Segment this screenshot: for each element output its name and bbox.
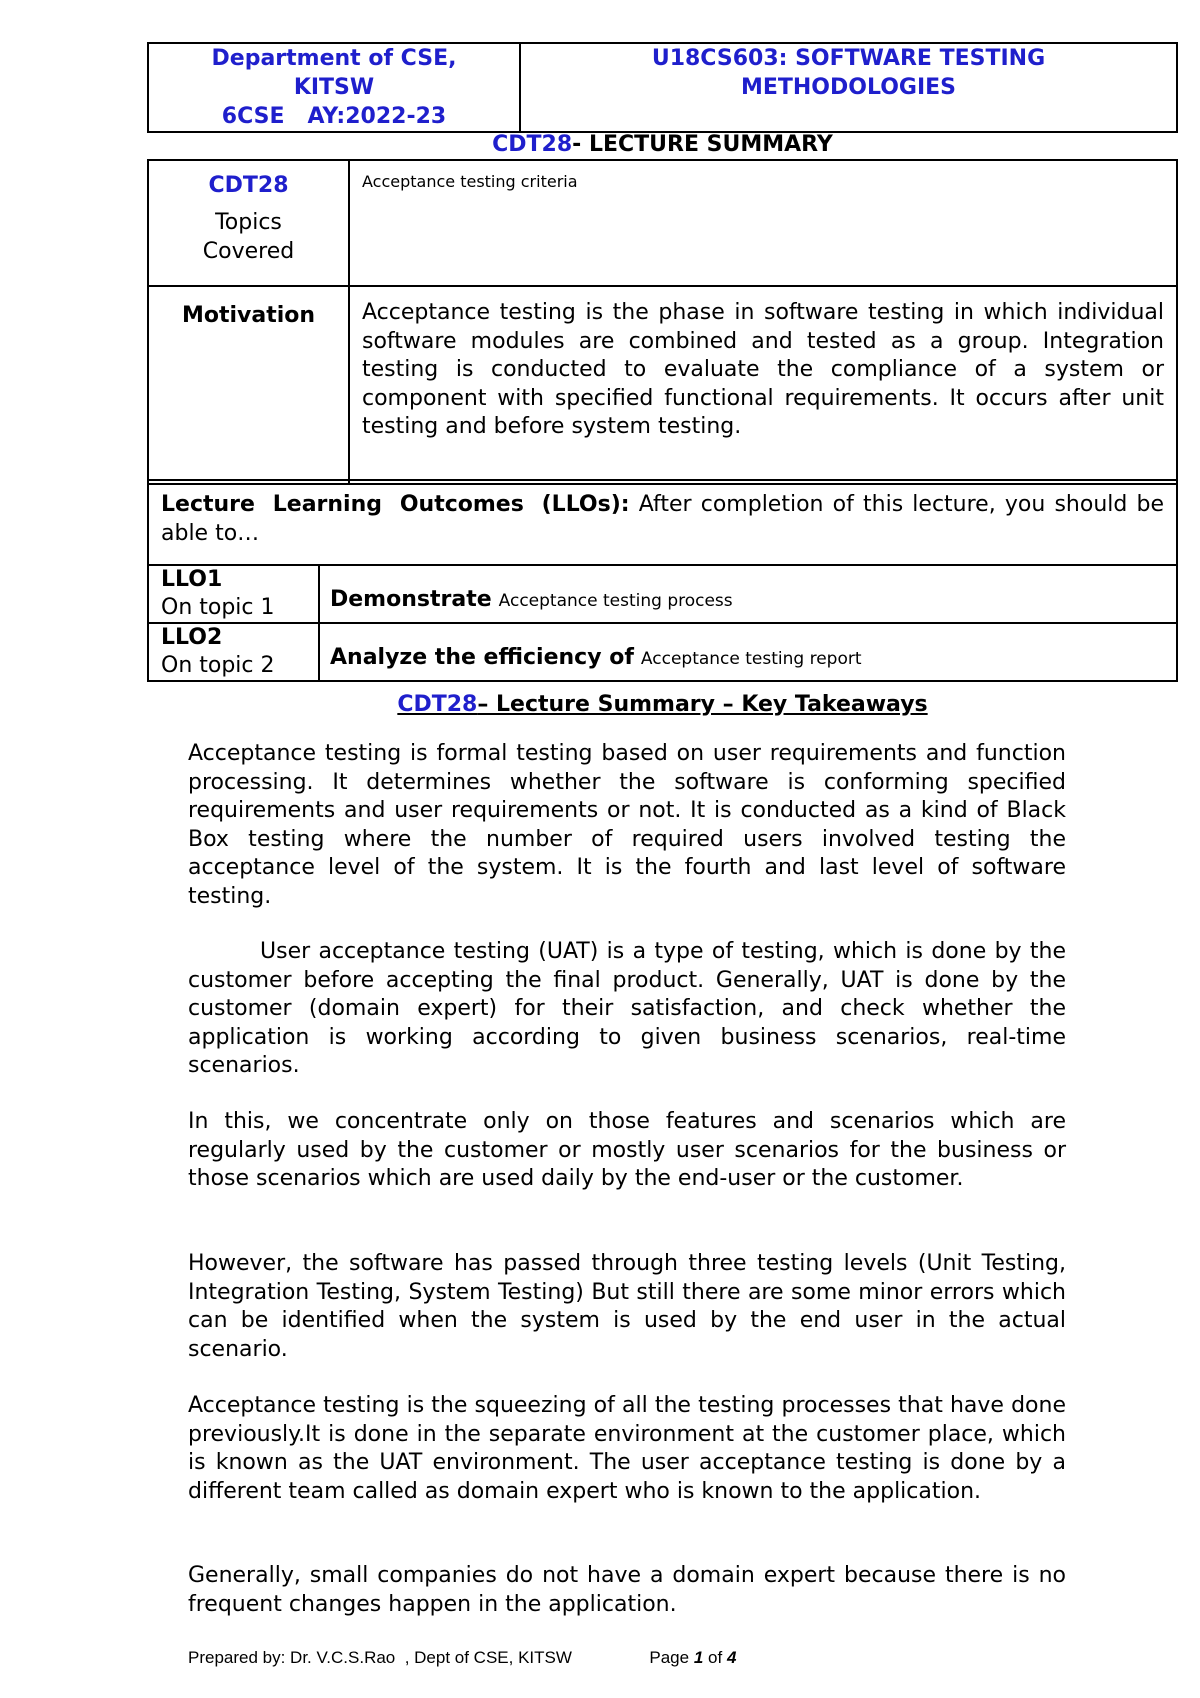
llo2-description-cell xyxy=(319,623,1177,681)
header-table xyxy=(147,42,1178,133)
paragraph-3: In this, we concentrate only on those features and scenarios which are regularly used by the customer or mostly user scenarios for the business or those scenarios which are used daily by the end-user or the customer. xyxy=(188,1109,1066,1191)
llo1-code: LLO1 xyxy=(161,567,223,592)
llo-table xyxy=(147,479,1178,682)
key-takeaways-code: CDT28 xyxy=(397,692,478,717)
page-footer xyxy=(188,1648,736,1668)
paragraph-6: Generally, small companies do not have a domain expert because there is no frequent changes happen in the application. xyxy=(188,1563,1066,1617)
footer-page-total: 4 xyxy=(726,1648,737,1667)
llo2-code-cell xyxy=(148,623,319,681)
llo1-topic: On topic 1 xyxy=(161,595,275,620)
motivation-text: Acceptance testing is the phase in software testing in which individual software modules are combined and tested as a group. Integration testing is conducted to evaluate the compliance of a system or component with specified functional requirements. It occurs after unit testing and before system testing. xyxy=(349,286,1177,484)
paragraph-5: Acceptance testing is the squeezing of all the testing processes that have done previously.It is done in the separate environment at the customer place, which is known as the UAT environment. The user acceptance testing is done by a different team called as domain expert who is known to the application. xyxy=(188,1393,1066,1504)
topics-table xyxy=(147,159,1178,485)
summary-code: CDT28 xyxy=(492,132,573,157)
footer-page-number: 1 xyxy=(693,1648,704,1667)
footer-prepared-by: Prepared by: Dr. V.C.S.Rao , Dept of CSE, KITSW xyxy=(188,1648,572,1667)
motivation-label: Motivation xyxy=(148,286,349,484)
lecture-summary-title xyxy=(147,130,1178,160)
llo1-description: Acceptance testing process xyxy=(498,590,733,611)
paragraph-2: User acceptance testing (UAT) is a type of testing, which is done by the customer before accepting the final product. Generally, UAT is done by the customer (domain expert) for their satisfaction, and check whether the application is working according to given business scenarios, real-time scenarios. xyxy=(188,939,1066,1078)
llo-intro xyxy=(148,480,1177,565)
footer-page-word: Page xyxy=(649,1648,690,1667)
key-takeaways-title xyxy=(147,690,1178,720)
key-takeaways-text: – Lecture Summary – Key Takeaways xyxy=(477,692,928,717)
topics-value: Acceptance testing criteria xyxy=(349,160,1177,286)
dept-line-2: KITSW xyxy=(293,75,375,100)
llo2-verb: Analyze the efficiency of xyxy=(330,644,634,670)
department-cell xyxy=(148,43,520,132)
llo1-description-cell xyxy=(319,565,1177,623)
course-line-1: U18CS603: SOFTWARE TESTING xyxy=(651,46,1046,71)
course-line-2: METHODOLOGIES xyxy=(740,75,957,100)
llo2-topic: On topic 2 xyxy=(161,653,275,678)
llo-intro-heading: Lecture Learning Outcomes (LLOs): xyxy=(161,492,630,517)
llo2-description: Acceptance testing report xyxy=(640,648,862,669)
llo1-code-cell xyxy=(148,565,319,623)
dept-line-1: Department of CSE, xyxy=(211,46,457,71)
llo2-code: LLO2 xyxy=(161,625,223,650)
topics-label: Topics Covered xyxy=(202,210,295,264)
dept-line-3: 6CSE AY:2022-23 xyxy=(221,104,447,129)
topics-label-cell xyxy=(148,160,349,286)
course-cell xyxy=(520,43,1177,132)
llo-intro-text: After completion of this lecture, you should be able to… xyxy=(161,492,1164,546)
summary-title-text: - LECTURE SUMMARY xyxy=(572,132,833,157)
paragraph-4: However, the software has passed through three testing levels (Unit Testing, Integration Testing, System Testing) But still there are some minor errors which can be identified when the system is used by the end user in the actual scenario. xyxy=(188,1251,1066,1362)
paragraph-1: Acceptance testing is formal testing based on user requirements and function processing. It determines whether the software is conforming specified requirements and user requirements or not. It is conducted as a kind of Black Box testing where the number of required users involved testing the acceptance level of the system. It is the fourth and last level of software testing. xyxy=(188,741,1066,909)
llo1-verb: Demonstrate xyxy=(330,586,492,612)
footer-of-word: of xyxy=(708,1648,723,1667)
topics-code: CDT28 xyxy=(208,173,289,198)
